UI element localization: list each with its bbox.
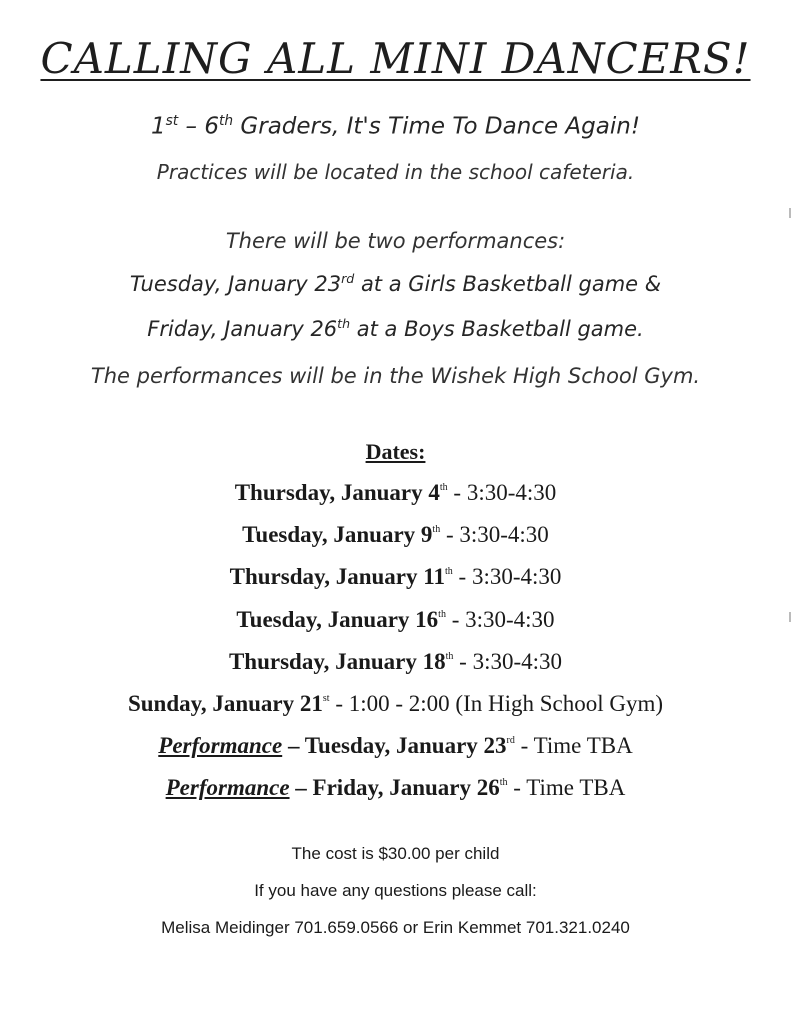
- performance-separator: –: [282, 733, 305, 759]
- performance-label: Performance: [158, 733, 283, 759]
- date-text: Friday, January 26: [312, 775, 500, 801]
- time-text: - Time TBA: [507, 775, 626, 801]
- practice-date-row: [0, 649, 791, 675]
- dates-heading: Dates:: [365, 439, 426, 464]
- flyer-title: CALLING ALL MINI DANCERS!: [40, 34, 751, 83]
- date-text: Thursday, January 18: [228, 648, 446, 674]
- performance-date-row: [0, 733, 791, 759]
- date-suffix: th: [432, 524, 441, 536]
- date-suffix: th: [499, 777, 508, 789]
- practice-date-row: [0, 691, 791, 717]
- questions-line: If you have any questions please call:: [254, 881, 537, 900]
- grade-end-suffix: th: [218, 113, 234, 129]
- time-text: - Time TBA: [514, 733, 633, 759]
- performance-one-date: Tuesday, January 23: [129, 272, 342, 296]
- performance-two-line: [0, 316, 791, 341]
- practice-date-row: [0, 480, 791, 506]
- grade-dash: –: [178, 113, 205, 140]
- time-text: - 1:00 - 2:00 (In High School Gym): [329, 691, 664, 716]
- performance-date-row: [0, 775, 791, 801]
- date-text: Sunday, January 21: [127, 691, 323, 716]
- date-text: Thursday, January 11: [229, 564, 445, 590]
- time-text: - 3:30-4:30: [445, 606, 555, 632]
- cost-line: The cost is $30.00 per child: [291, 844, 500, 863]
- date-text: Thursday, January 4: [234, 480, 440, 505]
- date-suffix: st: [322, 693, 330, 704]
- practice-location: Practices will be located in the school cafeteria.: [156, 160, 635, 184]
- practice-date-row: [0, 564, 791, 590]
- practice-date-row: [0, 607, 791, 633]
- performance-separator: –: [289, 775, 313, 801]
- performance-location: The performances will be in the Wishek High School Gym.: [90, 364, 701, 388]
- performances-intro: There will be two performances:: [225, 229, 566, 253]
- time-text: - 3:30-4:30: [452, 564, 562, 590]
- performance-one-suffix: rd: [341, 271, 355, 286]
- date-text: Tuesday, January 9: [242, 522, 433, 548]
- performance-label: Performance: [165, 775, 290, 801]
- performance-two-date: Friday, January 26: [147, 317, 338, 341]
- time-text: - 3:30-4:30: [440, 522, 549, 548]
- time-text: - 3:30-4:30: [447, 480, 557, 505]
- grades-text: Graders, It's Time To Dance Again!: [233, 113, 641, 140]
- time-text: - 3:30-4:30: [453, 648, 563, 674]
- date-text: Tuesday, January 16: [236, 606, 439, 632]
- date-suffix: th: [439, 482, 448, 493]
- performance-one-text: at a Girls Basketball game &: [354, 272, 662, 296]
- practice-date-row: [0, 522, 791, 548]
- date-text: Tuesday, January 23: [304, 733, 507, 759]
- date-suffix: rd: [506, 735, 515, 747]
- performance-one-line: [0, 271, 791, 296]
- date-suffix: th: [445, 566, 453, 578]
- performance-two-text: at a Boys Basketball game.: [350, 317, 644, 341]
- performance-two-suffix: th: [337, 316, 351, 331]
- grade-start: 1: [150, 113, 166, 140]
- date-suffix: th: [445, 650, 454, 662]
- grade-start-suffix: st: [165, 113, 179, 129]
- grades-line: [0, 113, 791, 140]
- contacts-line: Melisa Meidinger 701.659.0566 or Erin Kemmet 701.321.0240: [161, 918, 630, 937]
- grade-end: 6: [204, 113, 219, 140]
- date-suffix: th: [438, 608, 446, 620]
